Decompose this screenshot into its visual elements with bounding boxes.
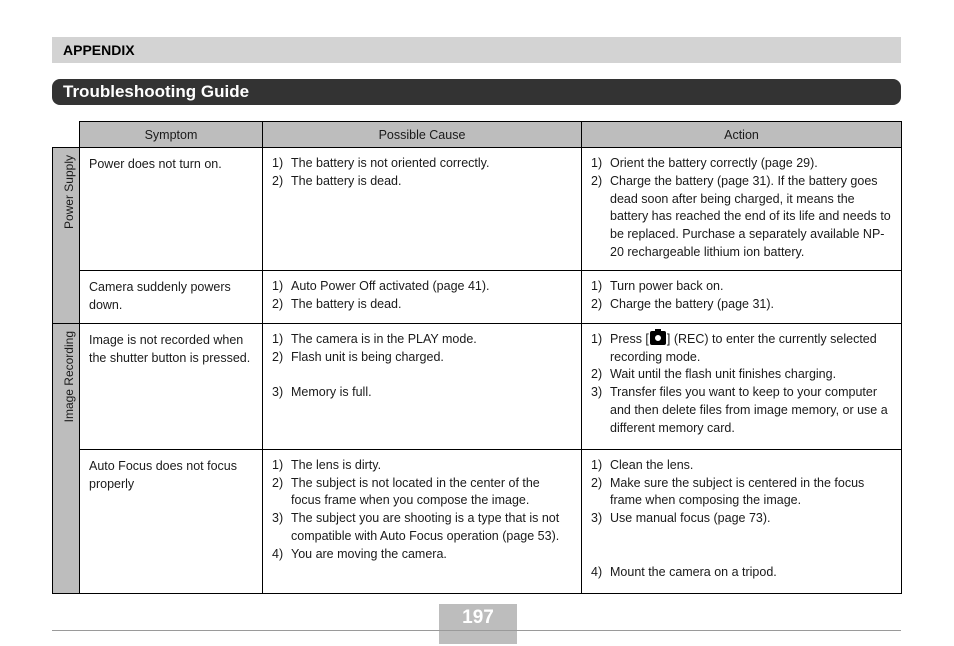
symptom-text: Power does not turn on. bbox=[89, 157, 222, 171]
list-item: 2) The battery is dead. bbox=[272, 173, 402, 188]
symptom-text: Camera suddenly powers down. bbox=[89, 279, 231, 312]
category-label: Image Recording bbox=[62, 330, 76, 423]
list-item: 1) The camera is in the PLAY mode. bbox=[272, 331, 477, 346]
action-list bbox=[591, 457, 893, 582]
list-item: 3) Memory is full. bbox=[272, 385, 372, 400]
symptom-cell bbox=[80, 323, 263, 449]
list-item: 1) The lens is dirty. bbox=[272, 457, 382, 472]
action-cell bbox=[582, 449, 902, 593]
cause-cell bbox=[263, 148, 582, 271]
list-item: 1) The battery is not oriented correctly. bbox=[272, 156, 490, 170]
page-number: 197 bbox=[439, 604, 517, 644]
category-label: Power Supply bbox=[62, 155, 76, 230]
action-cell bbox=[582, 323, 902, 449]
table-row bbox=[53, 323, 902, 449]
column-header-cause: Possible Cause bbox=[263, 122, 582, 148]
symptom-cell bbox=[80, 449, 263, 593]
troubleshooting-table bbox=[52, 121, 902, 594]
list-item: 4) Mount the camera on a tripod. bbox=[591, 564, 777, 579]
cause-cell bbox=[263, 323, 582, 449]
category-power-supply bbox=[53, 148, 80, 324]
table-header-row bbox=[53, 122, 902, 148]
action-cell bbox=[582, 148, 902, 271]
list-item: 1) Orient the battery correctly (page 29). bbox=[591, 156, 818, 170]
list-item: 3) Transfer files you want to keep to your computer and then delete files from image memory, or use a different memory card. bbox=[591, 385, 888, 435]
cause-list bbox=[272, 278, 573, 314]
list-item: 1) Press [ ] (REC) to enter the currently selected recording mode. bbox=[591, 331, 877, 364]
cause-cell bbox=[263, 270, 582, 323]
list-item: 2) Charge the battery (page 31). bbox=[591, 296, 774, 311]
table-row bbox=[53, 270, 902, 323]
list-item: 3) Use manual focus (page 73). bbox=[591, 511, 771, 526]
cause-list bbox=[272, 155, 573, 191]
cause-list bbox=[272, 331, 573, 402]
section-header: APPENDIX bbox=[52, 37, 901, 63]
action-list bbox=[591, 331, 893, 438]
cause-cell bbox=[263, 449, 582, 593]
list-item: 1) Auto Power Off activated (page 41). bbox=[272, 278, 490, 293]
list-item: 2) Make sure the subject is centered in the focus frame when composing the image. bbox=[591, 475, 865, 508]
list-item: 1) Turn power back on. bbox=[591, 278, 724, 293]
symptom-cell bbox=[80, 148, 263, 271]
list-item: 2) The battery is dead. bbox=[272, 296, 402, 311]
cause-list bbox=[272, 457, 573, 564]
page-title: Troubleshooting Guide bbox=[52, 79, 901, 105]
category-image-recording bbox=[53, 323, 80, 593]
column-header-action: Action bbox=[582, 122, 902, 148]
action-list bbox=[591, 278, 893, 314]
action-list bbox=[591, 155, 893, 262]
footer-divider bbox=[52, 630, 901, 631]
table-row bbox=[53, 148, 902, 271]
table-corner bbox=[53, 122, 80, 148]
symptom-text: Auto Focus does not focus properly bbox=[89, 458, 238, 491]
list-item: 2) The subject is not located in the center of the focus frame when you compose the image. bbox=[272, 475, 540, 508]
symptom-cell bbox=[80, 270, 263, 323]
list-item: 1) Clean the lens. bbox=[591, 457, 694, 472]
list-item: 4) You are moving the camera. bbox=[272, 546, 447, 561]
camera-icon bbox=[650, 331, 666, 345]
list-item: 2) Wait until the flash unit finishes charging. bbox=[591, 367, 837, 382]
list-item: 2) Charge the battery (page 31). If the battery goes dead soon after being charged, it means the battery has reached the end of its life and needs to be replaced. Purchase a separately available NP-20 rechargeable lithium ion battery. bbox=[591, 173, 891, 259]
list-item: 2) Flash unit is being charged. bbox=[272, 349, 444, 364]
list-item: 3) The subject you are shooting is a type that is not compatible with Auto Focus operation (page 53). bbox=[272, 511, 560, 543]
symptom-text: Image is not recorded when the shutter button is pressed. bbox=[89, 332, 251, 365]
action-cell bbox=[582, 270, 902, 323]
column-header-symptom: Symptom bbox=[80, 122, 263, 148]
table-row bbox=[53, 449, 902, 593]
